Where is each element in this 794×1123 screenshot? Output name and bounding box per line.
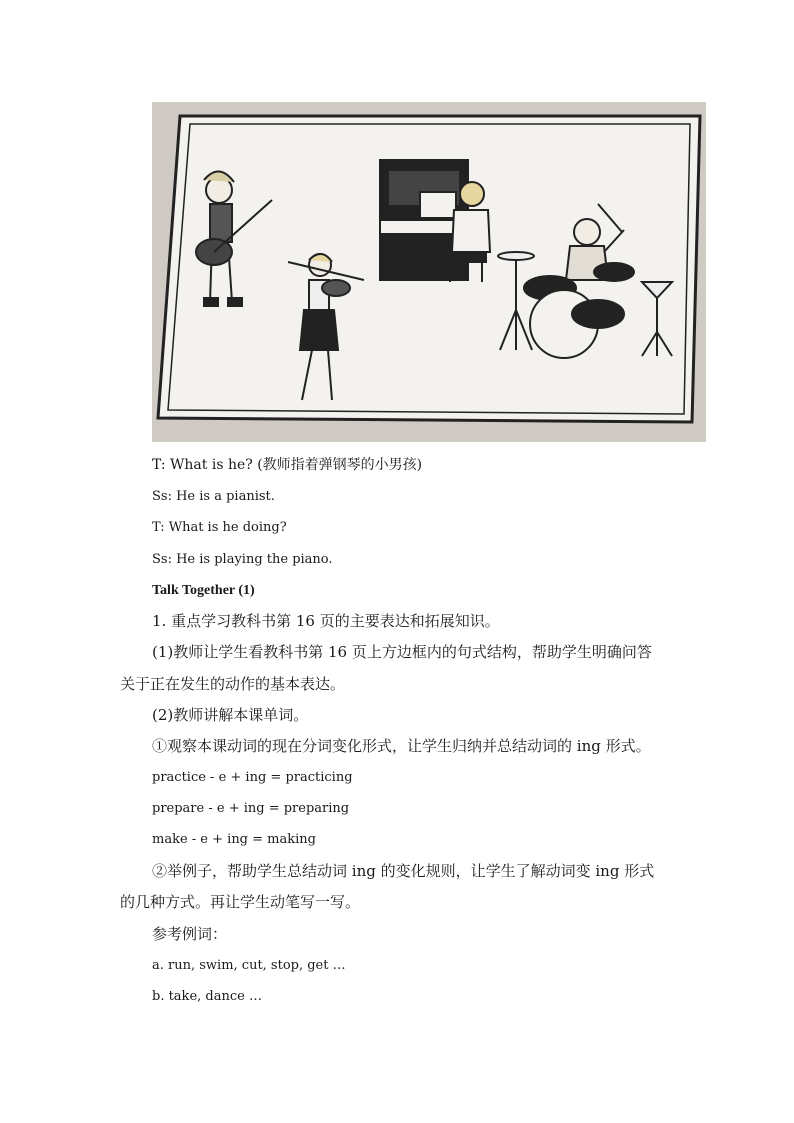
point-2-line-2: 的几种方式。再让学生动笔写一写。 <box>120 893 361 911</box>
dialogue-teacher-1: T: What is he? (教师指着弹钢琴的小男孩) <box>152 457 423 473</box>
step-1-1-line-2: 关于正在发生的动作的基本表达。 <box>120 675 346 693</box>
step-1-1-line-1: (1)教师让学生看教科书第 16 页上方边框内的句式结构，帮助学生明确问答 <box>152 643 652 661</box>
step-1-2: (2)教师讲解本课单词。 <box>152 706 309 724</box>
example-practice: practice - e + ing = practicing <box>152 770 353 785</box>
point-2-line-1: ②举例子，帮助学生总结动词 ing 的变化规则，让学生了解动词变 ing 形式 <box>152 862 655 880</box>
reference-words-label: 参考例词： <box>152 925 228 943</box>
dialogue-teacher-2: T: What is he doing? <box>152 520 287 535</box>
dialogue-students-1: Ss: He is a pianist. <box>152 489 275 504</box>
dialogue-students-2: Ss: He is playing the piano. <box>152 552 333 567</box>
section-heading: Talk Together (1) <box>152 583 255 598</box>
point-1: ①观察本课动词的现在分词变化形式，让学生归纳并总结动词的 ing 形式。 <box>152 737 651 755</box>
reference-words-a: a. run, swim, cut, stop, get … <box>152 958 346 973</box>
step-1: 1. 重点学习教科书第 16 页的主要表达和拓展知识。 <box>152 612 500 630</box>
textbook-illustration <box>152 102 706 442</box>
example-make: make - e + ing = making <box>152 832 316 847</box>
example-prepare: prepare - e + ing = preparing <box>152 801 350 816</box>
reference-words-b: b. take, dance … <box>152 989 262 1004</box>
